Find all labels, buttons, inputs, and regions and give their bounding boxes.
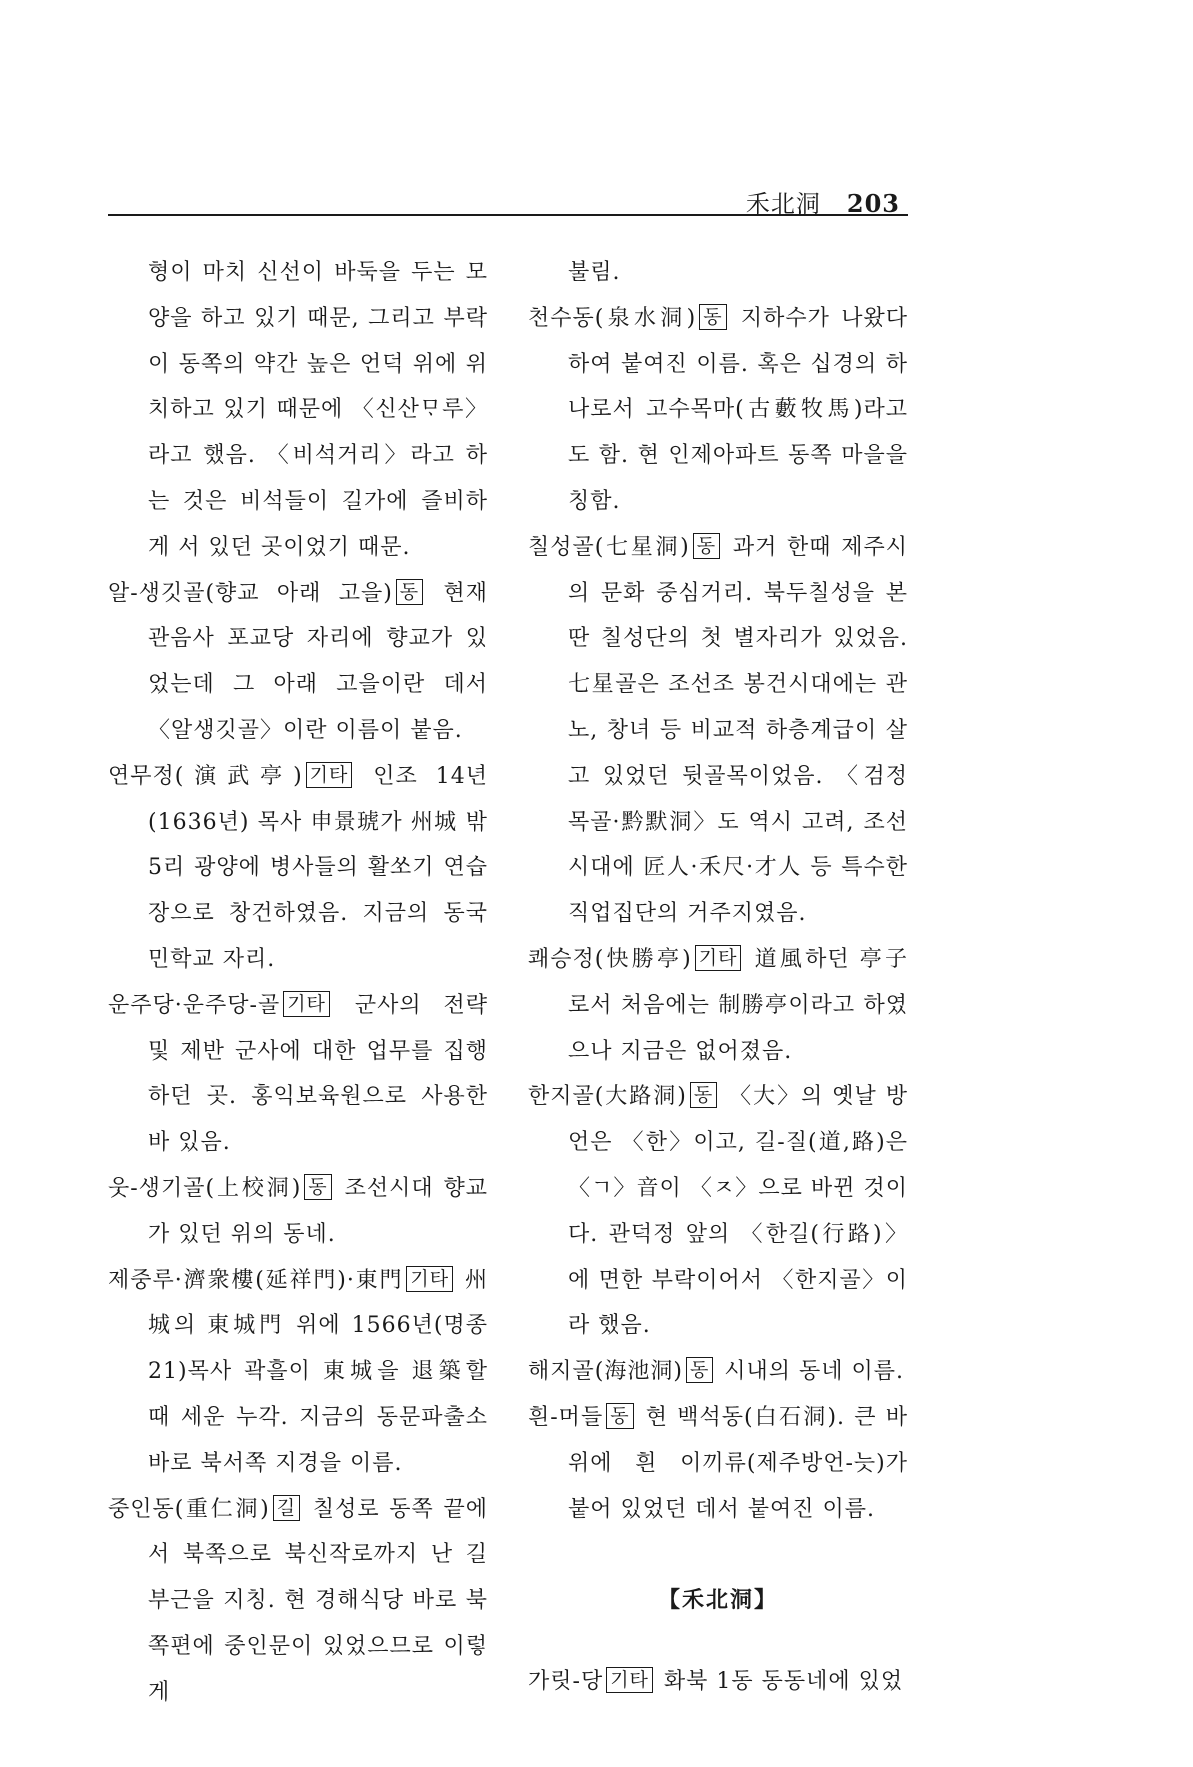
entry	[528, 1659, 908, 1705]
entry-text: 시내의 동네 이름.	[716, 1359, 905, 1385]
header-section-title: 禾北洞	[745, 190, 821, 218]
entry-text: 과거 한때 제주시의 문화 중심거리. 북두칠성을 본딴 칠성단의 첫 별자리가 있었음. 七星골은 조선조 봉건시대에는 관노, 창녀 등 비교적 하층계급이 살고 있었던 뒷골목이었음. 〈검정목골·黔默洞〉도 역시 고려, 조선시대에 匠人·禾尺·才人 등 특수한 직업집단의 거주지였음.	[568, 534, 908, 927]
entry-text: 道風하던 亭子로서 처음에는 制勝亭이라고 하였으나 지금은 없어졌음.	[568, 946, 908, 1064]
category-tag: 동	[606, 1403, 633, 1429]
category-tag: 기타	[606, 1667, 653, 1693]
entry	[108, 571, 488, 754]
entry-headword: 운주당·운주당-골	[108, 992, 281, 1018]
entry	[528, 525, 908, 937]
entry-headword: 가릿-당	[528, 1669, 604, 1695]
entry	[528, 1349, 908, 1395]
entry-text: 〈大〉의 옛날 방언은 〈한〉이고, 길-질(道,路)은 〈ㄱ〉音이 〈ㅈ〉으로 바뀐 것이다. 관덕정 앞의 〈한길(行路)〉에 면한 부락이어서 〈한지골〉이라 했음.	[568, 1084, 908, 1339]
entry	[528, 1395, 908, 1532]
entry-text: 현 백석동(白石洞). 큰 바위에 흰 이끼류(제주방언-늣)가 붙어 있었던 데서 붙여진 이름.	[568, 1404, 908, 1522]
entry	[528, 1074, 908, 1349]
entry-headword: 제중루·濟衆樓(延祥門)·東門	[108, 1267, 404, 1293]
entry	[108, 983, 488, 1166]
entry-continuation: 형이 마치 신선이 바둑을 두는 모양을 하고 있기 때문, 그리고 부락이 동쪽의 약간 높은 언덕 위에 위치하고 있기 때문에 〈신산ᄆᆞ루〉라고 했음. 〈비석거리〉라고 하는 것은 비석들이 길가에 즐비하게 서 있던 곳이었기 때문.	[148, 260, 488, 560]
entry-headword: 쾌승정(快勝亭)	[528, 946, 692, 972]
entry-headword: 중인동(重仁洞)	[108, 1496, 270, 1522]
entry-text: 군사의 전략 및 제반 군사에 대한 업무를 집행하던 곳. 홍익보육원으로 사용한 바 있음.	[148, 992, 488, 1156]
entry-text: 인조 14년(1636년) 목사 申景琥가 州城 밖 5리 광양에 병사들의 활쏘기 연습장으로 창건하였음. 지금의 동국민학교 자리.	[148, 763, 488, 972]
entry	[108, 1166, 488, 1258]
category-tag: 동	[304, 1174, 331, 1200]
entry-headword: 해지골(海池洞)	[528, 1359, 683, 1385]
entry-headword: 웃-생기골(上校洞)	[108, 1175, 302, 1201]
section-heading: 【禾北洞】	[657, 1587, 778, 1614]
entry	[528, 296, 908, 525]
entry-headword: 칠성골(七星洞)	[528, 534, 690, 560]
entry	[108, 1258, 488, 1487]
entry-continuation: 불림.	[568, 260, 621, 285]
entry-text: 州城의 東城門 위에 1566년(명종 21)목사 곽흘이 東城을 退築할 때 세운 누각. 지금의 동문파출소 바로 북서쪽 지경을 이름.	[148, 1267, 488, 1476]
category-tag: 기타	[283, 991, 330, 1017]
entry-headword: 알-생깃골(향교 아래 고을)	[108, 580, 393, 606]
category-tag: 기타	[306, 762, 353, 788]
left-column	[108, 250, 488, 1716]
entry-text: 조선시대 향교가 있던 위의 동네.	[148, 1175, 488, 1247]
category-tag: 동	[690, 1082, 717, 1108]
entry-text: 칠성로 동쪽 끝에서 북쪽으로 북신작로까지 난 길 부근을 지칭. 현 경해식당 바로 북쪽편에 중인문이 있었으므로 이렇게	[148, 1496, 488, 1705]
entry-text: 화북 1동 동동네에 있었	[655, 1669, 904, 1695]
entry	[108, 1487, 488, 1716]
entry-headword: 흰-머들	[528, 1404, 604, 1430]
entry	[528, 937, 908, 1074]
category-tag: 기타	[695, 945, 742, 971]
category-tag: 동	[686, 1357, 713, 1383]
entry-headword: 한지골(大路洞)	[528, 1084, 687, 1110]
category-tag: 동	[699, 304, 726, 330]
entry-headword: 연무정(演武亭)	[108, 763, 303, 789]
right-column	[528, 250, 908, 1705]
entry-text: 지하수가 나왔다 하여 붙여진 이름. 혹은 십경의 하나로서 고수목마(古藪牧馬)라고도 함. 현 인제아파트 동쪽 마을을 칭함.	[568, 305, 908, 514]
page-number: 203	[846, 189, 900, 218]
entry	[108, 754, 488, 983]
entry-headword: 천수동(泉水洞)	[528, 305, 697, 331]
category-tag: 동	[396, 579, 423, 605]
category-tag: 길	[273, 1495, 300, 1521]
entry-text: 현재 관음사 포교당 자리에 향교가 있었는데 그 아래 고을이란 데서 〈알생깃골〉이란 이름이 붙음.	[148, 580, 488, 743]
category-tag: 기타	[406, 1266, 453, 1292]
category-tag: 동	[693, 533, 720, 559]
header-rule	[108, 214, 908, 216]
